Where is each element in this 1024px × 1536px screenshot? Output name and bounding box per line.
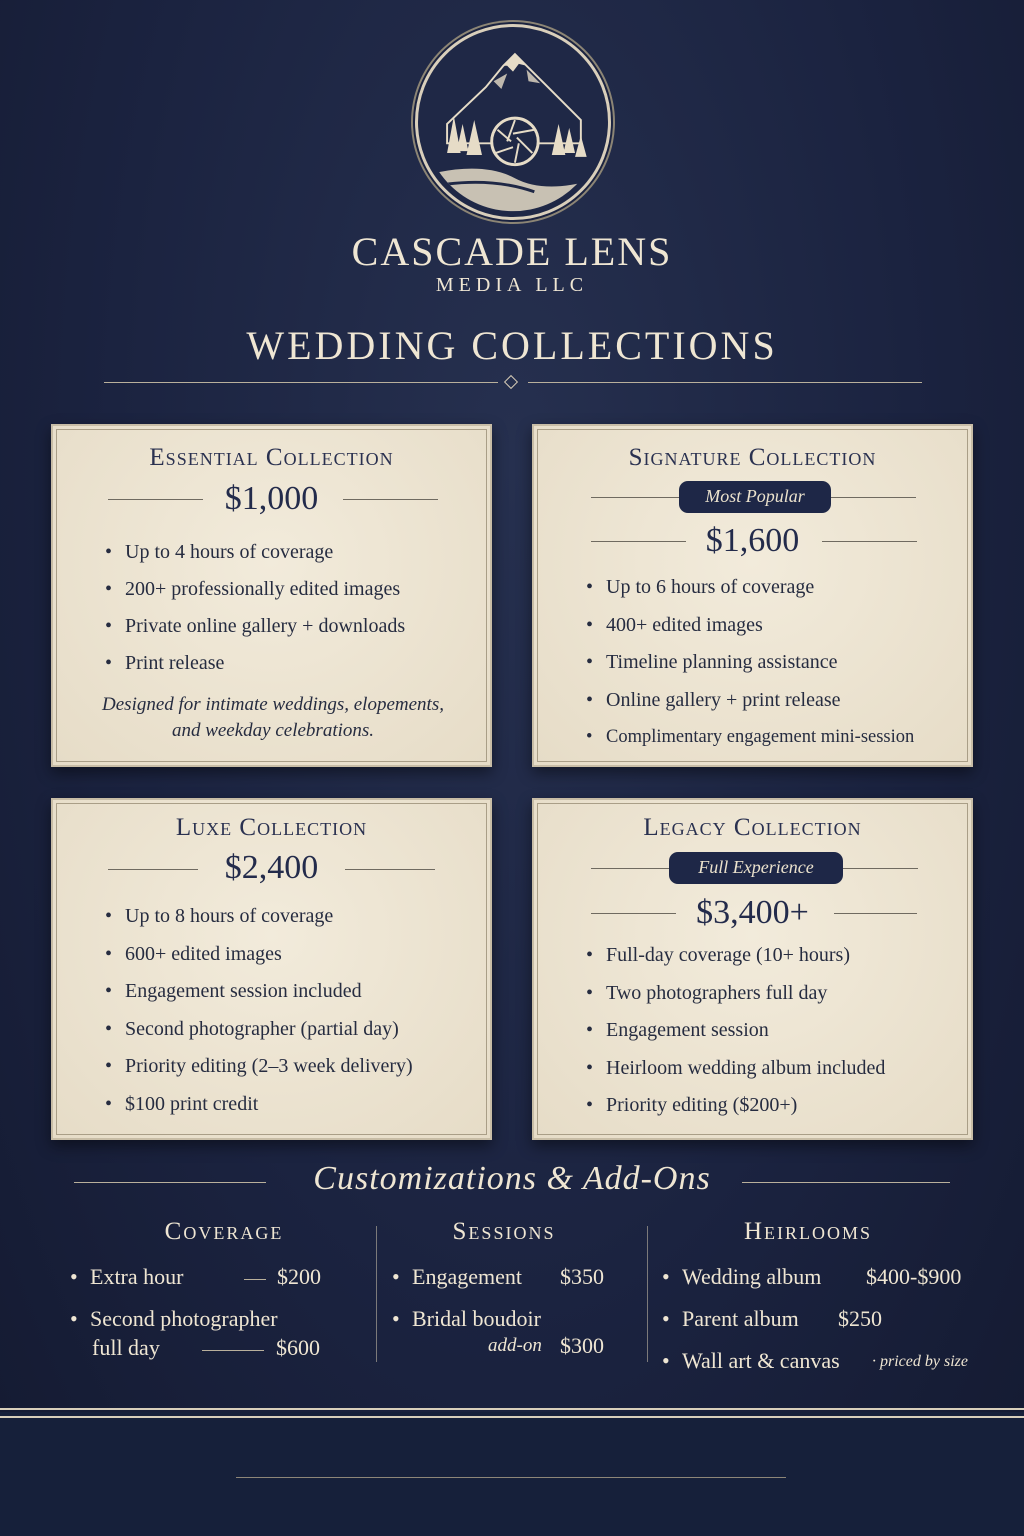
- addon-bridal-boudoir: • Bridal boudoir: [392, 1306, 541, 1331]
- card-essential: [51, 424, 492, 767]
- brand-subtitle: MEDIA LLC: [435, 274, 589, 296]
- feature-list: [105, 898, 413, 1123]
- price-divider-right: [834, 913, 917, 914]
- list-item: • Complimentary engagement mini-session: [586, 719, 914, 757]
- addon-second-photographer: • Second photographer: [70, 1306, 278, 1331]
- addon-label-line2: add-on: [488, 1335, 542, 1356]
- badge-divider-right: [831, 497, 916, 498]
- coverage-heading: Coverage: [164, 1218, 284, 1245]
- card-signature: [532, 424, 973, 767]
- list-item: • Private online gallery + downloads: [105, 608, 405, 645]
- note-line: Designed for intimate weddings, elopements,: [102, 694, 444, 715]
- feature-list: [586, 569, 914, 757]
- list-item: • 200+ professionally edited images: [105, 571, 405, 608]
- card-title: Essential Collection: [149, 444, 394, 471]
- list-item: • Timeline planning assistance: [586, 644, 914, 682]
- list-item: • 600+ edited images: [105, 936, 413, 974]
- list-item: • Engagement session included: [105, 973, 413, 1011]
- badge-divider-right: [843, 868, 918, 869]
- addon-label: Engagement: [412, 1264, 522, 1289]
- list-item: • Up to 6 hours of coverage: [586, 569, 914, 607]
- list-item: • Priority editing ($200+): [586, 1087, 885, 1125]
- list-item: • Print release: [105, 645, 405, 682]
- mountain-aperture-icon: [418, 27, 608, 217]
- addon-wedding-album: • Wedding album: [662, 1264, 822, 1289]
- list-item: • Two photographers full day: [586, 975, 885, 1013]
- title-divider-left: [104, 382, 498, 383]
- list-item: • Up to 8 hours of coverage: [105, 898, 413, 936]
- card-price: $1,600: [705, 522, 800, 559]
- addon-note: · priced by size: [872, 1353, 968, 1370]
- card-note: [73, 692, 473, 744]
- heirlooms-heading: Heirlooms: [743, 1218, 873, 1245]
- card-price: $3,400+: [696, 894, 809, 931]
- addon-price: $400-$900: [866, 1264, 962, 1289]
- footer-rule: [0, 1408, 1024, 1410]
- addon-label-line2: full day: [92, 1335, 160, 1360]
- list-item: • Priority editing (2–3 week delivery): [105, 1048, 413, 1086]
- addon-price: $250: [838, 1306, 882, 1331]
- addons-title: Customizations & Add-Ons: [313, 1160, 711, 1197]
- brand-logo: [415, 24, 611, 220]
- card-price: $2,400: [224, 849, 319, 886]
- price-divider-right: [345, 869, 435, 870]
- column-divider: [647, 1226, 648, 1362]
- badge-divider-left: [591, 868, 669, 869]
- diamond-ornament-icon: [504, 375, 518, 389]
- addon-parent-album: • Parent album: [662, 1306, 799, 1331]
- card-legacy: [532, 798, 973, 1140]
- addon-label: Wall art & canvas: [682, 1348, 840, 1373]
- footer-rule-short: [236, 1477, 786, 1478]
- addon-label: Second photographer: [90, 1306, 278, 1331]
- badge-divider-left: [591, 497, 679, 498]
- addon-engagement: • Engagement: [392, 1264, 522, 1289]
- addon-label: Parent album: [682, 1306, 799, 1331]
- card-title: Legacy Collection: [643, 814, 862, 841]
- footer-band: [0, 1412, 1024, 1536]
- list-item: • Up to 4 hours of coverage: [105, 534, 405, 571]
- addon-wall-art: • Wall art & canvas: [662, 1348, 840, 1373]
- addon-label: Bridal boudoir: [412, 1306, 541, 1331]
- addon-extra-hour: • Extra hour: [70, 1264, 184, 1289]
- title-divider-right: [528, 382, 922, 383]
- addon-price: $300: [560, 1333, 604, 1358]
- column-divider: [376, 1226, 377, 1362]
- brand-name: CASCADE LENS: [351, 229, 673, 274]
- leader-line: [202, 1350, 264, 1351]
- list-item: • Heirloom wedding album included: [586, 1050, 885, 1088]
- card-title: Luxe Collection: [175, 814, 368, 841]
- price-divider-right: [822, 541, 917, 542]
- leader-line: [244, 1279, 266, 1280]
- list-item: • Full-day coverage (10+ hours): [586, 937, 885, 975]
- page-title: WEDDING COLLECTIONS: [246, 323, 778, 368]
- sessions-heading: Sessions: [452, 1218, 556, 1245]
- list-item: • $100 print credit: [105, 1086, 413, 1124]
- price-divider-right: [343, 499, 438, 500]
- full-experience-badge: Full Experience: [669, 852, 843, 884]
- footer-rule: [0, 1416, 1024, 1418]
- addon-label: Extra hour: [90, 1264, 184, 1289]
- list-item: • Online gallery + print release: [586, 682, 914, 720]
- card-luxe: [51, 798, 492, 1140]
- feature-list: [586, 937, 885, 1125]
- addon-price: $200: [277, 1264, 321, 1289]
- most-popular-badge: Most Popular: [679, 481, 831, 513]
- list-item: • Second photographer (partial day): [105, 1011, 413, 1049]
- feature-list: [105, 534, 405, 682]
- list-item: • 400+ edited images: [586, 607, 914, 645]
- list-item: • Engagement session: [586, 1012, 885, 1050]
- card-title: Signature Collection: [628, 444, 877, 471]
- note-line: and weekday celebrations.: [171, 720, 375, 741]
- addons-divider-right: [742, 1182, 950, 1183]
- addon-price: $350: [560, 1264, 604, 1289]
- addon-label: Wedding album: [682, 1264, 822, 1289]
- addon-price: $600: [276, 1335, 320, 1360]
- card-price: $1,000: [224, 480, 319, 517]
